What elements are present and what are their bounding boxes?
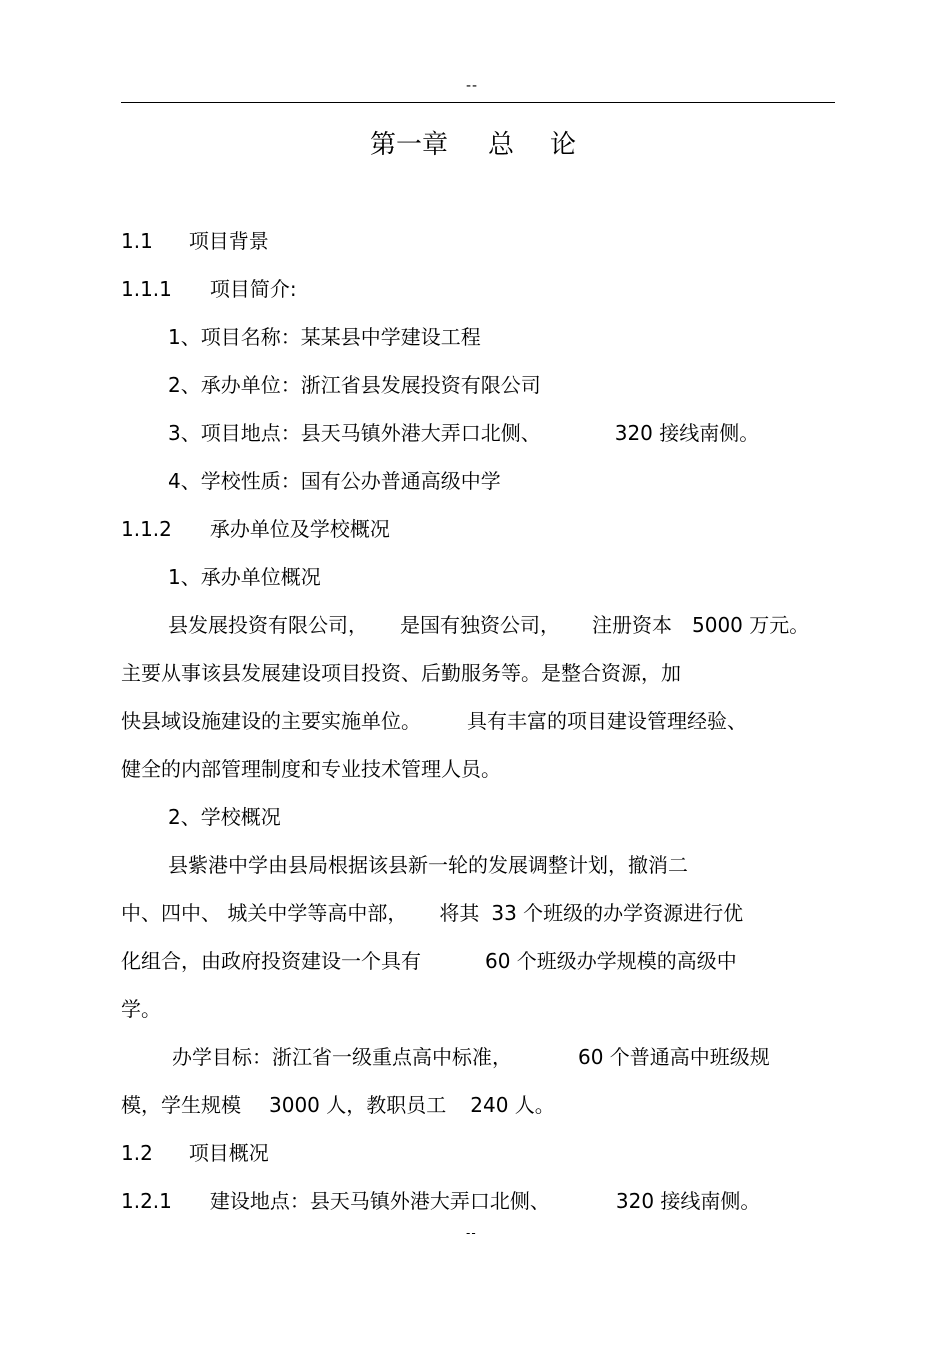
text-run: 60 个班级办学规模的高级中 xyxy=(485,949,737,973)
header-rule xyxy=(121,102,835,103)
paragraph-school-line-2 xyxy=(121,900,743,926)
paragraph-school-line-3 xyxy=(121,948,737,974)
list-item-school-type: 4、学校性质：国有公办普通高级中学 xyxy=(168,469,501,493)
section-title: 项目简介: xyxy=(209,277,297,301)
list-item-organizer: 2、承办单位：浙江省县发展投资有限公司 xyxy=(168,373,541,397)
paragraph-organizer-line-4: 健全的内部管理制度和专业技术管理人员。 xyxy=(121,757,501,781)
section-heading-1-1-1 xyxy=(121,276,297,302)
paragraph-organizer-line-2: 主要从事该县发展建设项目投资、后勤服务等。是整合资源，加 xyxy=(121,661,681,685)
section-title: 项目概况 xyxy=(188,1141,269,1165)
paragraph-goal-line-1 xyxy=(172,1044,770,1070)
section-heading-1-2-1 xyxy=(121,1188,760,1214)
chapter-title-right: 论 xyxy=(550,130,577,160)
section-number: 1.1 xyxy=(121,229,153,253)
text-run: 240 人。 xyxy=(470,1093,555,1117)
section-heading-1-1-2 xyxy=(121,516,390,542)
text-run: 化组合，由政府投资建设一个具有 xyxy=(121,949,421,973)
text-run: 中、四中、 城关中学等高中部， xyxy=(121,901,408,925)
text-run: 办学目标：浙江省一级重点高中标准， xyxy=(172,1045,512,1069)
paragraph-organizer-line-1 xyxy=(168,612,809,638)
text-run: 县发展投资有限公司， xyxy=(168,613,368,637)
text-run: 33 个班级的办学资源进行优 xyxy=(491,901,744,925)
header-mark: -- xyxy=(466,78,479,94)
text-run: 将其 xyxy=(439,901,480,925)
text-run: 60 个普通高中班级规 xyxy=(578,1045,770,1069)
chapter-title-left: 第一章 xyxy=(370,130,449,160)
list-item-location xyxy=(168,420,759,446)
section-text: 建设地点：县天马镇外港大弄口北侧、 xyxy=(209,1189,550,1213)
text-run: 具有丰富的项目建设管理经验、 xyxy=(467,709,747,733)
location-road: 320 接线南侧。 xyxy=(614,421,760,445)
paragraph-organizer-line-3 xyxy=(121,708,747,734)
text-run: 是国有独资公司， xyxy=(400,613,560,637)
section-text-road: 320 接线南侧。 xyxy=(615,1189,761,1213)
section-title: 项目背景 xyxy=(188,229,269,253)
chapter-title-mid: 总 xyxy=(488,130,515,160)
section-number: 1.2 xyxy=(121,1141,153,1165)
footer-mark: -- xyxy=(466,1226,477,1240)
section-heading-1-2 xyxy=(121,1140,269,1166)
text-run: 注册资本 xyxy=(592,613,672,637)
paragraph-school-line-4: 学。 xyxy=(121,997,161,1021)
chapter-title xyxy=(370,124,576,161)
text-run: 快县域设施建设的主要实施单位。 xyxy=(121,709,421,733)
text-run: 模，学生规模 xyxy=(121,1093,241,1117)
location-text: 3、项目地点：县天马镇外港大弄口北侧、 xyxy=(168,421,541,445)
subheading-organizer-overview: 1、承办单位概况 xyxy=(168,565,321,589)
subheading-school-overview: 2、学校概况 xyxy=(168,805,281,829)
text-run: 3000 人，教职员工 xyxy=(269,1093,447,1117)
text-run: 5000 万元。 xyxy=(692,613,810,637)
section-number: 1.1.1 xyxy=(121,277,172,301)
section-heading-1-1 xyxy=(121,228,269,254)
section-number: 1.1.2 xyxy=(121,517,172,541)
paragraph-school-line-1: 县紫港中学由县局根据该县新一轮的发展调整计划，撤消二 xyxy=(168,853,688,877)
section-title: 承办单位及学校概况 xyxy=(209,517,390,541)
paragraph-goal-line-2 xyxy=(121,1092,555,1118)
section-number: 1.2.1 xyxy=(121,1189,172,1213)
list-item-project-name: 1、项目名称：某某县中学建设工程 xyxy=(168,325,481,349)
